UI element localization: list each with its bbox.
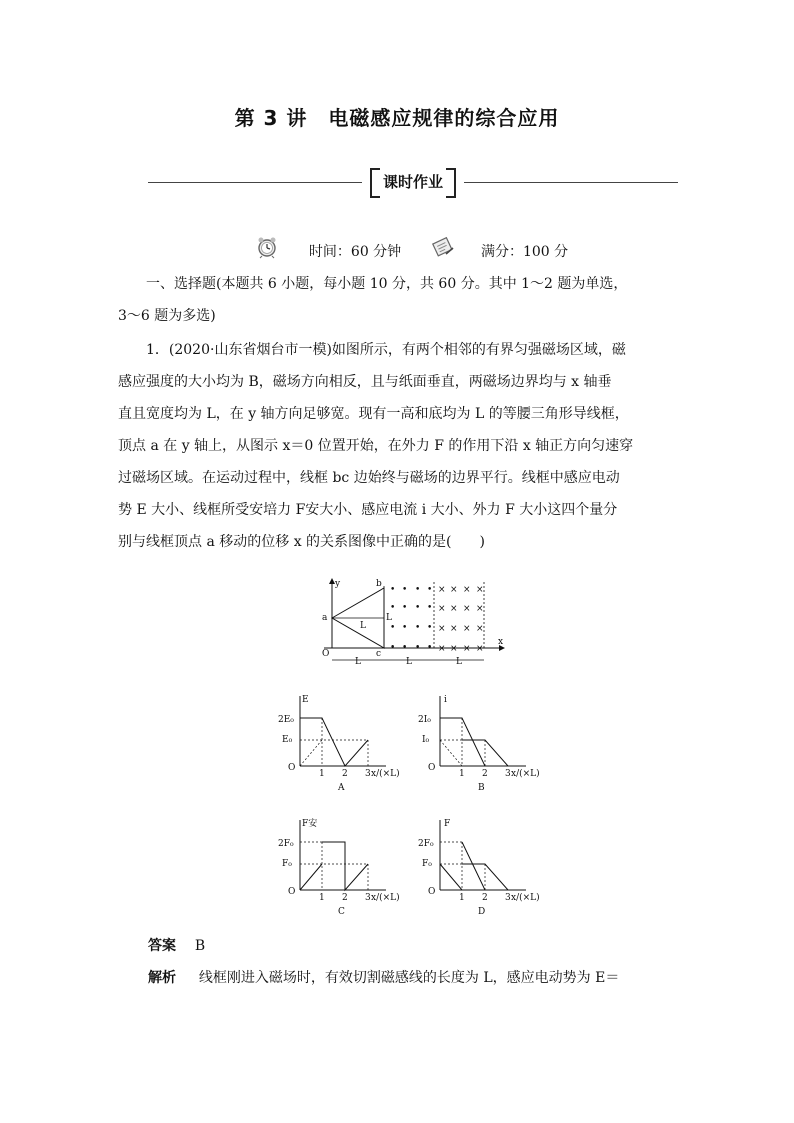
svg-text:×: ×: [476, 604, 484, 614]
axis-label: x/(×L): [371, 893, 400, 903]
svg-text:•: •: [390, 603, 396, 613]
svg-text:×: ×: [463, 644, 471, 654]
explanation-line: [148, 967, 678, 987]
dim-L: L: [355, 657, 361, 667]
score-label: 满分：100 分: [480, 244, 569, 260]
dim-L: L: [456, 657, 462, 667]
label-b: b: [376, 579, 382, 589]
label-x: x: [498, 637, 504, 647]
axis-label: x/(×L): [511, 893, 540, 903]
dim-L: L: [406, 657, 412, 667]
tick-label: 1: [319, 893, 325, 903]
tick-label: O: [428, 763, 436, 773]
tick-label: 2I₀: [418, 715, 431, 725]
svg-text:•: •: [402, 623, 408, 633]
label-y: y: [335, 579, 341, 589]
svg-text:×: ×: [438, 585, 446, 595]
graph-A: [272, 690, 400, 794]
axis-label: E: [302, 695, 309, 705]
svg-text:•: •: [415, 643, 421, 653]
svg-text:•: •: [427, 623, 433, 633]
tick-label: 3: [365, 893, 371, 903]
question-1: [118, 334, 678, 558]
section-banner: [148, 168, 678, 198]
question-line: 感应强度的大小均为 B，磁场方向相反，且与纸面垂直，两磁场边界均与 x 轴垂: [118, 374, 612, 390]
question-line: 过磁场区域。在运动过程中，线框 bc 边始终与磁场的边界平行。线框中感应电动: [118, 470, 620, 486]
svg-text:•: •: [427, 585, 433, 595]
svg-text:•: •: [390, 643, 396, 653]
tick-label: F₀: [282, 859, 292, 869]
tick-label: O: [288, 763, 296, 773]
tick-label: 3: [365, 769, 371, 779]
answer-label: 答案: [148, 938, 176, 954]
tick-label: 1: [459, 769, 465, 779]
banner-rule-right: [464, 182, 678, 183]
section-label: [370, 168, 456, 196]
svg-text:×: ×: [450, 585, 458, 595]
svg-text:×: ×: [438, 624, 446, 634]
tick-label: 2E₀: [278, 715, 294, 725]
answer-value: B: [194, 938, 206, 954]
label-a: a: [322, 613, 328, 623]
graph-caption: C: [338, 907, 345, 917]
tick-label: 1: [319, 769, 325, 779]
intro-line2: 3～6 题为多选): [118, 308, 216, 324]
svg-text:•: •: [415, 585, 421, 595]
question-line: 直且宽度均为 L，在 y 轴方向足够宽。现有一高和底均为 L 的等腰三角形导线框，: [118, 406, 629, 422]
axis-label: F安: [302, 819, 318, 829]
tick-label: F₀: [422, 859, 432, 869]
field-region-1: [390, 585, 432, 653]
question-line: 势 E 大小、线框所受安培力 F安大小、感应电流 i 大小、外力 F 大小这四个量分: [118, 502, 618, 518]
tick-label: 2: [342, 893, 348, 903]
label-L: L: [360, 621, 366, 631]
svg-text:×: ×: [463, 604, 471, 614]
tick-label: 2: [482, 769, 488, 779]
tick-label: O: [288, 887, 296, 897]
explanation-label: 解析: [148, 970, 176, 986]
time-score-bar: [256, 236, 568, 264]
bracket-right: [446, 168, 456, 198]
svg-text:•: •: [402, 585, 408, 595]
question-line: 1．(2020·山东省烟台市一模)如图所示，有两个相邻的有界匀强磁场区域，磁: [146, 342, 626, 358]
svg-text:×: ×: [463, 624, 471, 634]
axis-label: x/(×L): [371, 769, 400, 779]
section-text: 课时作业: [382, 173, 443, 191]
tick-label: 2: [482, 893, 488, 903]
tick-label: 1: [459, 893, 465, 903]
graph-D: [412, 814, 552, 918]
banner-rule-left: [148, 182, 362, 183]
svg-text:•: •: [402, 603, 408, 613]
question-line: 别与线框顶点 a 移动的位移 x 的关系图像中正确的是( ): [118, 534, 485, 550]
tick-label: 3: [505, 769, 511, 779]
svg-text:•: •: [427, 603, 433, 613]
axis-label: x/(×L): [511, 769, 540, 779]
graph-caption: B: [478, 783, 485, 793]
graph-caption: D: [478, 907, 486, 917]
svg-text:•: •: [390, 585, 396, 595]
svg-text:•: •: [402, 643, 408, 653]
tick-label: E₀: [282, 735, 293, 745]
question-line: 顶点 a 在 y 轴上，从图示 x＝0 位置开始，在外力 F 的作用下沿 x 轴正方向匀速穿: [118, 438, 634, 454]
graph-caption: A: [338, 783, 345, 793]
tick-label: 2: [342, 769, 348, 779]
svg-text:•: •: [415, 623, 421, 633]
svg-text:×: ×: [476, 644, 484, 654]
tick-label: 2F₀: [418, 839, 434, 849]
field-region-2: [438, 585, 484, 654]
svg-text:×: ×: [450, 604, 458, 614]
svg-text:×: ×: [438, 644, 446, 654]
axis-label: i: [444, 695, 447, 705]
tick-label: I₀: [422, 735, 430, 745]
svg-text:•: •: [390, 623, 396, 633]
bracket-left: [370, 168, 380, 198]
answer-line: [148, 935, 205, 955]
alarm-clock-icon: [256, 236, 278, 268]
intro-line1: 一、选择题(本题共 6 小题，每小题 10 分，共 60 分。其中 1～2 题为单选，: [146, 276, 628, 292]
svg-text:×: ×: [450, 644, 458, 654]
label-L: L: [386, 613, 392, 623]
explanation-text: 线框刚进入磁场时，有效切割磁感线的长度为 L，感应电动势为 E＝: [198, 970, 620, 986]
field-figure: [318, 576, 508, 668]
tick-label: 3: [505, 893, 511, 903]
svg-text:•: •: [415, 603, 421, 613]
svg-text:•: •: [427, 643, 433, 653]
tick-label: O: [428, 887, 436, 897]
score-sheet-icon: [432, 236, 454, 268]
axis-label: F: [444, 819, 451, 829]
svg-text:×: ×: [438, 604, 446, 614]
label-c: c: [376, 649, 382, 659]
svg-text:×: ×: [463, 585, 471, 595]
svg-text:×: ×: [476, 624, 484, 634]
svg-text:×: ×: [476, 585, 484, 595]
page-title: 第 3 讲 电磁感应规律的综合应用: [234, 106, 560, 130]
label-O: O: [322, 649, 330, 659]
graph-C: [272, 814, 412, 918]
time-label: 时间：60 分钟: [308, 244, 402, 260]
graph-B: [412, 690, 552, 794]
tick-label: 2F₀: [278, 839, 294, 849]
intro-section: [118, 268, 678, 332]
svg-text:×: ×: [450, 624, 458, 634]
